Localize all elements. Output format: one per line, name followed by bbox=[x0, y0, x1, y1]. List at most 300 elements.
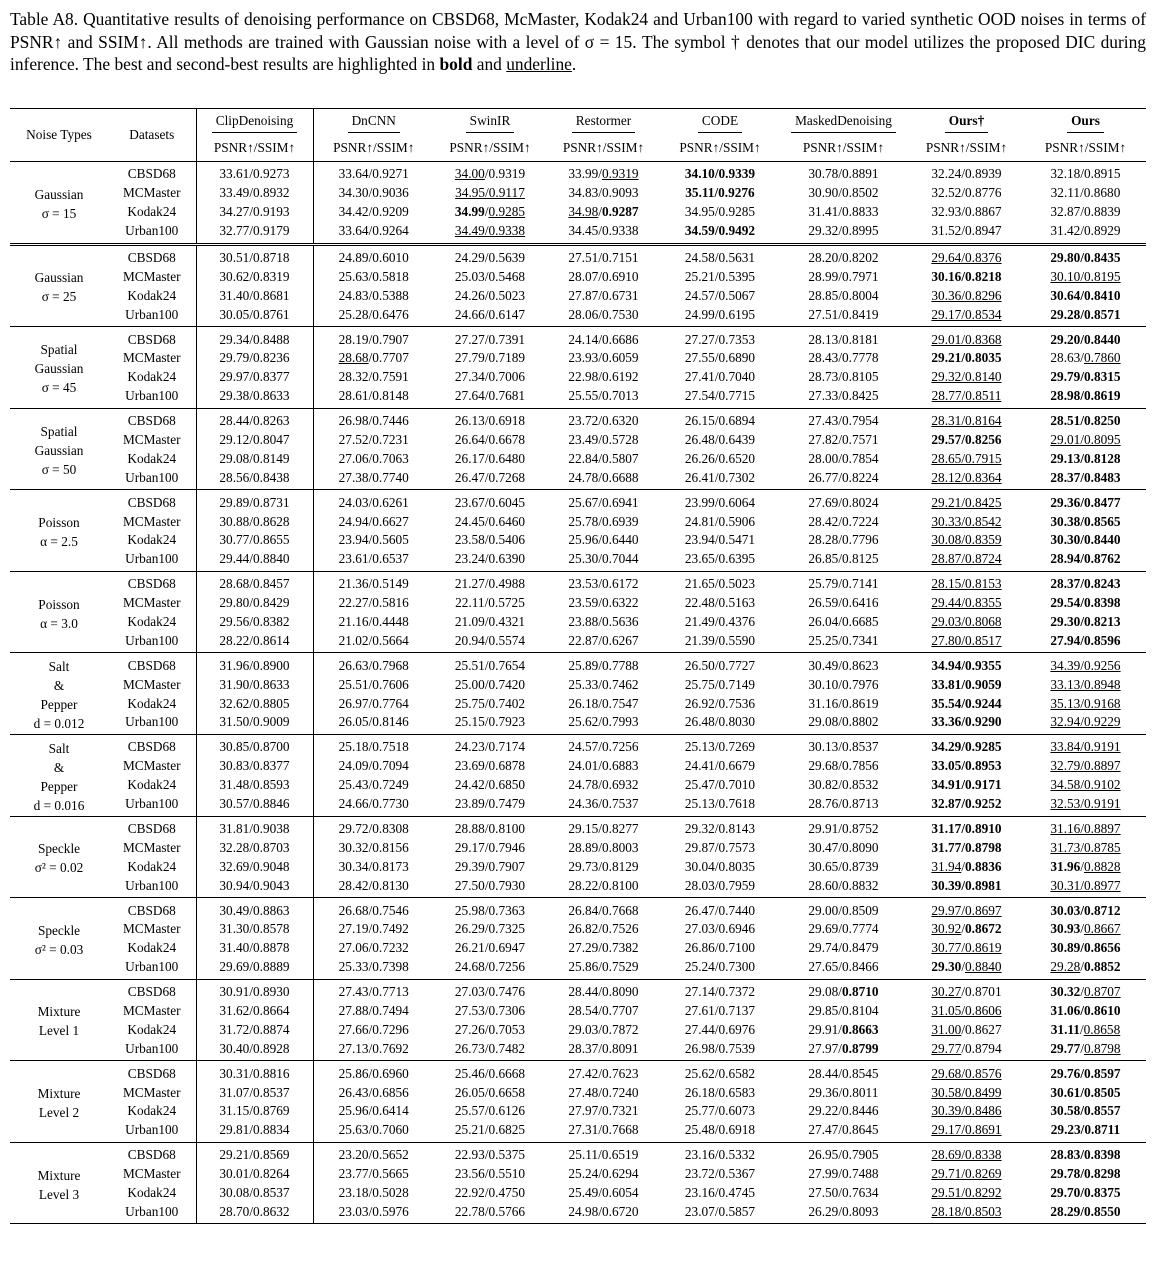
metric-cell: 22.27/0.5816 bbox=[338, 595, 409, 611]
metric-cell: 28.63/0.7860 bbox=[1050, 350, 1121, 366]
metric-cell: 28.42/0.7224 bbox=[808, 513, 879, 529]
noise-type-line: Level 1 bbox=[38, 1023, 80, 1039]
metric-cell: 24.42/0.6850 bbox=[454, 777, 526, 793]
metric-cell: 28.32/0.7591 bbox=[338, 369, 409, 385]
dataset-cell: Kodak24 bbox=[108, 776, 196, 795]
metric-cell: 27.50/0.7930 bbox=[454, 877, 526, 893]
metric-cell: 23.20/0.5652 bbox=[338, 1147, 409, 1163]
best-value: 0.8672 bbox=[965, 921, 1002, 937]
metric-cell bbox=[1025, 1002, 1146, 1021]
metric-cell: 23.59/0.6322 bbox=[568, 595, 639, 611]
metric-cell: 29.32/0.8143 bbox=[684, 820, 756, 836]
metric-cell: 27.97/0.8799 bbox=[808, 1040, 879, 1056]
metric-cell: 32.28/0.8703 bbox=[196, 838, 313, 857]
table-row bbox=[10, 305, 1146, 326]
metric-cell: 23.88/0.5636 bbox=[568, 614, 639, 630]
dataset-cell: CBSD68 bbox=[108, 979, 196, 1001]
metric-cell: 33.61/0.9273 bbox=[196, 162, 313, 184]
metric-cell: 25.57/0.6126 bbox=[454, 1103, 526, 1119]
metric-cell: 28.19/0.7907 bbox=[338, 331, 409, 347]
metric-cell: 24.09/0.7094 bbox=[338, 758, 409, 774]
metric-cell: 27.44/0.6976 bbox=[684, 1021, 756, 1037]
metric-cell: 21.16/0.4448 bbox=[338, 614, 409, 630]
table-row bbox=[10, 1002, 1146, 1021]
noise-type-line: α = 3.0 bbox=[40, 615, 78, 631]
metric-cell bbox=[908, 816, 1025, 838]
metric-cell: 28.44/0.8545 bbox=[808, 1065, 879, 1081]
metric-cell bbox=[1025, 898, 1146, 920]
noise-type-cell bbox=[10, 327, 108, 409]
second-best-value: 29.32/0.8140 bbox=[931, 369, 1002, 385]
metric-cell: 34.42/0.9209 bbox=[338, 204, 409, 220]
metric-cell: 31.40/0.8878 bbox=[196, 939, 313, 958]
metric-cell: 28.28/0.7796 bbox=[808, 532, 879, 548]
metric-cell: 31.96/0.8828 bbox=[1050, 858, 1121, 874]
metric-cell: 25.77/0.6073 bbox=[684, 1103, 756, 1119]
table-row bbox=[10, 408, 1146, 430]
metric-cell: 27.53/0.7306 bbox=[454, 1002, 526, 1018]
metric-cell: 29.89/0.8731 bbox=[196, 490, 313, 512]
results-table bbox=[10, 108, 1146, 1224]
metric-cell bbox=[908, 734, 1025, 756]
caption-bold-word: bold bbox=[439, 54, 473, 74]
best-value: 29.13/0.8128 bbox=[1050, 450, 1121, 466]
metric-cell bbox=[908, 1102, 1025, 1121]
metric-cell: 34.95/0.9285 bbox=[684, 204, 756, 220]
caption-underline-word: underline bbox=[506, 54, 572, 74]
table-row bbox=[10, 1039, 1146, 1060]
metric-cell: 23.16/0.4745 bbox=[684, 1184, 756, 1200]
best-value: 31.77/0.8798 bbox=[931, 839, 1002, 855]
metric-cell bbox=[908, 244, 1025, 267]
second-best-value: 30.77/0.8619 bbox=[931, 940, 1002, 956]
dataset-cell: Urban100 bbox=[108, 1121, 196, 1142]
metric-cell: 24.89/0.6010 bbox=[338, 250, 409, 265]
metric-cell: 27.26/0.7053 bbox=[454, 1021, 526, 1037]
table-row bbox=[10, 613, 1146, 632]
best-value: 30.93 bbox=[1050, 921, 1081, 937]
metric-cell: 28.13/0.8181 bbox=[808, 331, 879, 347]
metric-cell: 25.49/0.6054 bbox=[568, 1184, 639, 1200]
metric-cell: 25.33/0.7398 bbox=[338, 959, 409, 975]
metric-cell: 34.45/0.9338 bbox=[568, 223, 639, 239]
noise-type-cell bbox=[10, 734, 108, 816]
metric-cell: 27.38/0.7740 bbox=[338, 469, 409, 485]
metric-cell bbox=[908, 876, 1025, 897]
second-best-value: 0.8707 bbox=[1084, 984, 1121, 1000]
second-best-value: 30.58/0.8499 bbox=[931, 1084, 1002, 1100]
header-metric: PSNR↑/SSIM↑ bbox=[679, 140, 761, 155]
metric-cell bbox=[1025, 1102, 1146, 1121]
table-row bbox=[10, 512, 1146, 531]
metric-cell: 29.17/0.7946 bbox=[454, 839, 526, 855]
best-value: 29.77 bbox=[1050, 1040, 1081, 1056]
metric-cell: 25.89/0.7788 bbox=[568, 657, 639, 673]
metric-cell: 30.90/0.8502 bbox=[808, 185, 879, 201]
header-method-name: ClipDenoising bbox=[212, 112, 298, 133]
best-value: 30.64/0.8410 bbox=[1050, 287, 1121, 303]
noise-group bbox=[10, 244, 1146, 327]
metric-cell: 31.72/0.8874 bbox=[196, 1020, 313, 1039]
second-best-value: 29.21/0.8425 bbox=[931, 494, 1002, 510]
best-value: 29.80/0.8435 bbox=[1050, 250, 1121, 265]
dataset-cell: Urban100 bbox=[108, 958, 196, 979]
metric-cell bbox=[908, 305, 1025, 326]
metric-cell: 28.22/0.8100 bbox=[568, 877, 639, 893]
dataset-cell: MCMaster bbox=[108, 1165, 196, 1184]
second-best-value: 32.94/0.9229 bbox=[1050, 714, 1121, 730]
metric-cell bbox=[1025, 244, 1146, 267]
metric-cell bbox=[908, 757, 1025, 776]
metric-cell: 23.03/0.5976 bbox=[338, 1203, 409, 1219]
metric-cell bbox=[1025, 267, 1146, 286]
metric-cell: 30.47/0.8090 bbox=[808, 839, 879, 855]
metric-cell bbox=[908, 512, 1025, 531]
noise-group bbox=[10, 162, 1146, 245]
metric-cell: 30.57/0.8846 bbox=[196, 795, 313, 816]
metric-cell: 31.11/0.8658 bbox=[1050, 1021, 1121, 1037]
metric-cell: 33.49/0.8932 bbox=[196, 184, 313, 203]
metric-cell bbox=[908, 449, 1025, 468]
metric-cell bbox=[908, 327, 1025, 349]
metric-cell: 29.77/0.8798 bbox=[1050, 1040, 1121, 1056]
metric-cell: 25.75/0.7402 bbox=[454, 695, 526, 711]
best-value: 35.11/0.9276 bbox=[685, 185, 755, 201]
metric-cell bbox=[1025, 368, 1146, 387]
table-row bbox=[10, 550, 1146, 571]
metric-cell: 30.62/0.8319 bbox=[196, 267, 313, 286]
table-row bbox=[10, 876, 1146, 897]
metric-cell: 27.50/0.7634 bbox=[808, 1184, 879, 1200]
header-metric: PSNR↑/SSIM↑ bbox=[802, 140, 885, 155]
dataset-cell: CBSD68 bbox=[108, 244, 196, 267]
metric-cell: 30.13/0.8537 bbox=[808, 739, 879, 755]
metric-cell: 33.64/0.9271 bbox=[338, 166, 409, 182]
metric-cell bbox=[1025, 776, 1146, 795]
metric-cell: 31.15/0.8769 bbox=[196, 1102, 313, 1121]
metric-cell bbox=[1025, 490, 1146, 512]
caption-label: Table A8. bbox=[10, 9, 79, 29]
metric-cell: 27.99/0.7488 bbox=[808, 1166, 879, 1182]
metric-cell: 30.92/0.8672 bbox=[931, 921, 1002, 937]
second-best-value: 30.33/0.8542 bbox=[931, 513, 1002, 529]
table-row bbox=[10, 531, 1146, 550]
header-metric: PSNR↑/SSIM↑ bbox=[925, 140, 1008, 155]
metric-cell: 26.68/0.7546 bbox=[338, 902, 409, 918]
best-value: 33.81/0.9059 bbox=[931, 676, 1002, 692]
dataset-cell: CBSD68 bbox=[108, 327, 196, 349]
dataset-cell: CBSD68 bbox=[108, 734, 196, 756]
second-best-value: 29.77 bbox=[931, 1040, 962, 1056]
second-best-value: 28.77/0.8511 bbox=[931, 388, 1002, 404]
metric-cell: 31.50/0.9009 bbox=[196, 713, 313, 734]
dataset-cell: MCMaster bbox=[108, 267, 196, 286]
second-best-value: 0.8667 bbox=[1084, 921, 1121, 937]
best-value: 0.8836 bbox=[965, 858, 1002, 874]
metric-cell: 27.48/0.7240 bbox=[568, 1084, 639, 1100]
metric-cell: 26.73/0.7482 bbox=[454, 1040, 526, 1056]
dataset-cell: Urban100 bbox=[108, 222, 196, 244]
table-row bbox=[10, 286, 1146, 305]
metric-cell bbox=[1025, 408, 1146, 430]
table-row bbox=[10, 920, 1146, 939]
metric-cell bbox=[908, 387, 1025, 408]
metric-cell: 29.79/0.8236 bbox=[196, 349, 313, 368]
metric-cell: 25.63/0.7060 bbox=[338, 1122, 409, 1138]
metric-cell: 22.84/0.5807 bbox=[568, 450, 639, 466]
metric-cell: 24.66/0.7730 bbox=[338, 796, 409, 812]
table-row bbox=[10, 979, 1146, 1001]
header-metric: PSNR↑/SSIM↑ bbox=[333, 140, 415, 155]
second-best-value: 31.00 bbox=[931, 1021, 962, 1037]
table-row bbox=[10, 387, 1146, 408]
metric-cell: 21.65/0.5023 bbox=[684, 576, 756, 592]
metric-cell: 29.21/0.8569 bbox=[196, 1142, 313, 1164]
metric-cell: 34.00/0.9319 bbox=[454, 166, 526, 182]
noise-type-line: & bbox=[53, 759, 65, 775]
metric-cell: 27.41/0.7040 bbox=[684, 369, 756, 385]
second-best-value: 33.13/0.8948 bbox=[1050, 676, 1121, 692]
metric-cell bbox=[1025, 468, 1146, 489]
metric-cell: 26.64/0.6678 bbox=[454, 432, 526, 448]
metric-cell: 23.67/0.6045 bbox=[454, 494, 526, 510]
table-row bbox=[10, 468, 1146, 489]
metric-cell: 32.62/0.8805 bbox=[196, 694, 313, 713]
second-best-value: 28.87/0.8724 bbox=[931, 551, 1002, 567]
table-row bbox=[10, 1184, 1146, 1203]
noise-type-line: d = 0.016 bbox=[33, 797, 85, 813]
best-value: 29.79/0.8315 bbox=[1050, 369, 1121, 385]
metric-cell: 27.79/0.7189 bbox=[454, 350, 526, 366]
dataset-cell: CBSD68 bbox=[108, 571, 196, 593]
metric-cell: 31.07/0.8537 bbox=[196, 1083, 313, 1102]
metric-cell: 28.73/0.8105 bbox=[808, 369, 879, 385]
metric-cell: 26.26/0.6520 bbox=[684, 450, 756, 466]
metric-cell: 29.56/0.8382 bbox=[196, 613, 313, 632]
best-value: 29.57/0.8256 bbox=[931, 432, 1002, 448]
metric-cell bbox=[908, 1002, 1025, 1021]
second-best-value: 31.73/0.8785 bbox=[1050, 839, 1121, 855]
metric-cell: 34.99/0.9285 bbox=[454, 204, 526, 220]
metric-cell: 25.13/0.7618 bbox=[684, 796, 756, 812]
metric-cell: 26.59/0.6416 bbox=[808, 595, 879, 611]
metric-cell: 29.22/0.8446 bbox=[808, 1103, 879, 1119]
metric-cell bbox=[1025, 757, 1146, 776]
best-value: 28.98/0.8619 bbox=[1050, 388, 1121, 404]
metric-cell bbox=[908, 1142, 1025, 1164]
metric-cell: 29.08/0.8149 bbox=[196, 449, 313, 468]
metric-cell: 25.03/0.5468 bbox=[454, 268, 526, 284]
metric-cell: 26.05/0.6658 bbox=[454, 1084, 526, 1100]
table-row bbox=[10, 757, 1146, 776]
metric-cell: 23.61/0.6537 bbox=[338, 551, 409, 567]
metric-cell: 28.54/0.7707 bbox=[568, 1002, 639, 1018]
second-best-value: 29.28 bbox=[1050, 959, 1081, 975]
noise-type-line: Salt bbox=[48, 659, 70, 675]
dataset-cell: Kodak24 bbox=[108, 203, 196, 222]
table-row bbox=[10, 244, 1146, 267]
best-value: 31.11 bbox=[1050, 1021, 1080, 1037]
second-best-value: 28.15/0.8153 bbox=[931, 576, 1002, 592]
noise-type-line: σ = 25 bbox=[41, 289, 77, 305]
metric-cell: 25.86/0.6960 bbox=[338, 1065, 409, 1081]
noise-type-line: Pepper bbox=[40, 697, 78, 713]
caption-and: and bbox=[476, 54, 502, 74]
metric-cell: 23.53/0.6172 bbox=[568, 576, 639, 592]
metric-cell bbox=[908, 1184, 1025, 1203]
best-value: 29.30 bbox=[931, 959, 962, 975]
noise-group bbox=[10, 653, 1146, 735]
metric-cell: 26.15/0.6894 bbox=[684, 413, 756, 429]
best-value: 30.61/0.8505 bbox=[1050, 1084, 1121, 1100]
header-metric: PSNR↑/SSIM↑ bbox=[449, 140, 531, 155]
metric-cell: 33.99/0.9319 bbox=[568, 166, 639, 182]
metric-cell: 25.47/0.7010 bbox=[684, 777, 756, 793]
metric-cell: 25.78/0.6939 bbox=[568, 513, 639, 529]
second-best-value: 29.51/0.8292 bbox=[931, 1184, 1002, 1200]
metric-cell: 24.78/0.6688 bbox=[568, 469, 639, 485]
metric-cell: 32.87/0.8839 bbox=[1050, 204, 1121, 220]
noise-type-line: Level 2 bbox=[38, 1104, 80, 1120]
second-best-value: 0.8658 bbox=[1083, 1021, 1121, 1037]
header-method-name: CODE bbox=[698, 112, 742, 133]
dataset-cell: CBSD68 bbox=[108, 1142, 196, 1164]
noise-group bbox=[10, 327, 1146, 409]
metric-cell bbox=[908, 675, 1025, 694]
metric-cell: 25.46/0.6668 bbox=[454, 1065, 526, 1081]
noise-type-cell bbox=[10, 1061, 108, 1143]
metric-cell: 31.41/0.8833 bbox=[808, 204, 879, 220]
metric-cell bbox=[908, 550, 1025, 571]
metric-cell: 27.06/0.7063 bbox=[338, 450, 409, 466]
metric-cell: 23.72/0.6320 bbox=[568, 413, 639, 429]
metric-cell: 21.02/0.5664 bbox=[338, 632, 409, 648]
metric-cell: 21.09/0.4321 bbox=[454, 614, 526, 630]
metric-cell bbox=[1025, 1184, 1146, 1203]
metric-cell: 25.98/0.7363 bbox=[454, 902, 526, 918]
metric-cell: 25.11/0.6519 bbox=[568, 1147, 639, 1163]
noise-type-cell bbox=[10, 979, 108, 1061]
metric-cell: 27.65/0.8466 bbox=[808, 959, 879, 975]
metric-cell bbox=[908, 1165, 1025, 1184]
metric-cell: 24.94/0.6627 bbox=[338, 513, 409, 529]
metric-cell: 25.79/0.7141 bbox=[808, 576, 879, 592]
metric-cell: 31.48/0.8593 bbox=[196, 776, 313, 795]
metric-cell bbox=[1025, 816, 1146, 838]
metric-cell: 31.16/0.8619 bbox=[808, 695, 879, 711]
header-metric: PSNR↑/SSIM↑ bbox=[1044, 140, 1127, 155]
metric-cell: 30.65/0.8739 bbox=[808, 858, 879, 874]
metric-cell: 25.51/0.7654 bbox=[454, 657, 526, 673]
metric-cell: 29.28/0.8852 bbox=[1050, 959, 1121, 975]
metric-cell bbox=[908, 490, 1025, 512]
metric-cell bbox=[908, 431, 1025, 450]
metric-cell: 26.84/0.7668 bbox=[568, 902, 639, 918]
second-best-value: 30.92 bbox=[931, 921, 962, 937]
metric-cell: 26.18/0.7547 bbox=[568, 695, 639, 711]
table-row bbox=[10, 267, 1146, 286]
header-metric: PSNR↑/SSIM↑ bbox=[562, 140, 645, 155]
metric-cell bbox=[661, 162, 779, 184]
dataset-cell: Kodak24 bbox=[108, 286, 196, 305]
second-best-value: 29.01/0.8095 bbox=[1050, 432, 1121, 448]
metric-cell bbox=[1025, 1202, 1146, 1223]
noise-type-line: σ = 15 bbox=[41, 205, 77, 221]
metric-cell: 31.62/0.8664 bbox=[196, 1002, 313, 1021]
metric-cell: 30.40/0.8928 bbox=[196, 1039, 313, 1060]
table-row bbox=[10, 653, 1146, 675]
dataset-cell: MCMaster bbox=[108, 349, 196, 368]
best-value: 29.28/0.8571 bbox=[1050, 306, 1121, 322]
metric-cell: 27.52/0.7231 bbox=[338, 432, 409, 448]
metric-cell: 24.99/0.6195 bbox=[684, 306, 756, 322]
metric-cell: 26.47/0.7268 bbox=[454, 469, 526, 485]
header-metric: PSNR↑/SSIM↑ bbox=[196, 135, 313, 162]
metric-cell: 25.21/0.5395 bbox=[684, 268, 756, 284]
metric-cell bbox=[1025, 512, 1146, 531]
dataset-cell: CBSD68 bbox=[108, 1061, 196, 1083]
metric-cell: 27.82/0.7571 bbox=[808, 432, 879, 448]
metric-cell: 28.44/0.8090 bbox=[568, 984, 639, 1000]
metric-cell: 26.98/0.7446 bbox=[338, 413, 409, 429]
second-best-value: 29.03/0.8068 bbox=[931, 614, 1002, 630]
second-best-value: 29.17/0.8691 bbox=[931, 1122, 1002, 1138]
dataset-cell: MCMaster bbox=[108, 431, 196, 450]
metric-cell: 25.96/0.6414 bbox=[338, 1103, 409, 1119]
metric-cell: 23.89/0.7479 bbox=[454, 796, 526, 812]
metric-cell: 23.65/0.6395 bbox=[684, 551, 756, 567]
dataset-cell: Urban100 bbox=[108, 1039, 196, 1060]
metric-cell: 28.07/0.6910 bbox=[568, 268, 639, 284]
metric-cell: 27.19/0.7492 bbox=[338, 921, 409, 937]
metric-cell: 29.73/0.8129 bbox=[568, 858, 639, 874]
second-best-value: 30.39/0.8486 bbox=[931, 1103, 1002, 1119]
metric-cell: 26.05/0.8146 bbox=[338, 714, 409, 730]
metric-cell bbox=[908, 653, 1025, 675]
metric-cell bbox=[1025, 1142, 1146, 1164]
best-value: 0.9287 bbox=[602, 204, 639, 220]
second-best-value: 32.53/0.9191 bbox=[1050, 796, 1121, 812]
second-best-value: 0.9285 bbox=[488, 204, 526, 220]
dataset-cell: MCMaster bbox=[108, 838, 196, 857]
metric-cell: 28.42/0.8130 bbox=[338, 877, 409, 893]
metric-cell: 29.00/0.8509 bbox=[808, 902, 879, 918]
table-row bbox=[10, 490, 1146, 512]
metric-cell bbox=[1025, 838, 1146, 857]
dataset-cell: CBSD68 bbox=[108, 653, 196, 675]
metric-cell: 22.98/0.6192 bbox=[568, 369, 639, 385]
metric-cell: 29.85/0.8104 bbox=[808, 1002, 879, 1018]
table-row bbox=[10, 838, 1146, 857]
metric-cell: 21.49/0.4376 bbox=[684, 614, 756, 630]
metric-cell: 30.32/0.8156 bbox=[338, 839, 409, 855]
table-row bbox=[10, 1121, 1146, 1142]
metric-cell: 30.82/0.8532 bbox=[808, 777, 879, 793]
best-value: 34.59/0.9492 bbox=[684, 223, 756, 239]
metric-cell: 22.93/0.5375 bbox=[454, 1147, 526, 1163]
metric-cell bbox=[908, 1083, 1025, 1102]
header-method-name: SwinIR bbox=[466, 112, 515, 133]
table-row bbox=[10, 349, 1146, 368]
second-best-value: 0.7860 bbox=[1084, 350, 1121, 366]
metric-cell: 27.33/0.8425 bbox=[808, 388, 879, 404]
noise-group bbox=[10, 979, 1146, 1061]
metric-cell: 28.99/0.7971 bbox=[808, 268, 879, 284]
dataset-cell: Urban100 bbox=[108, 713, 196, 734]
dataset-cell: CBSD68 bbox=[108, 162, 196, 184]
second-best-value: 31.94 bbox=[931, 858, 962, 874]
noise-type-line: d = 0.012 bbox=[33, 716, 85, 732]
